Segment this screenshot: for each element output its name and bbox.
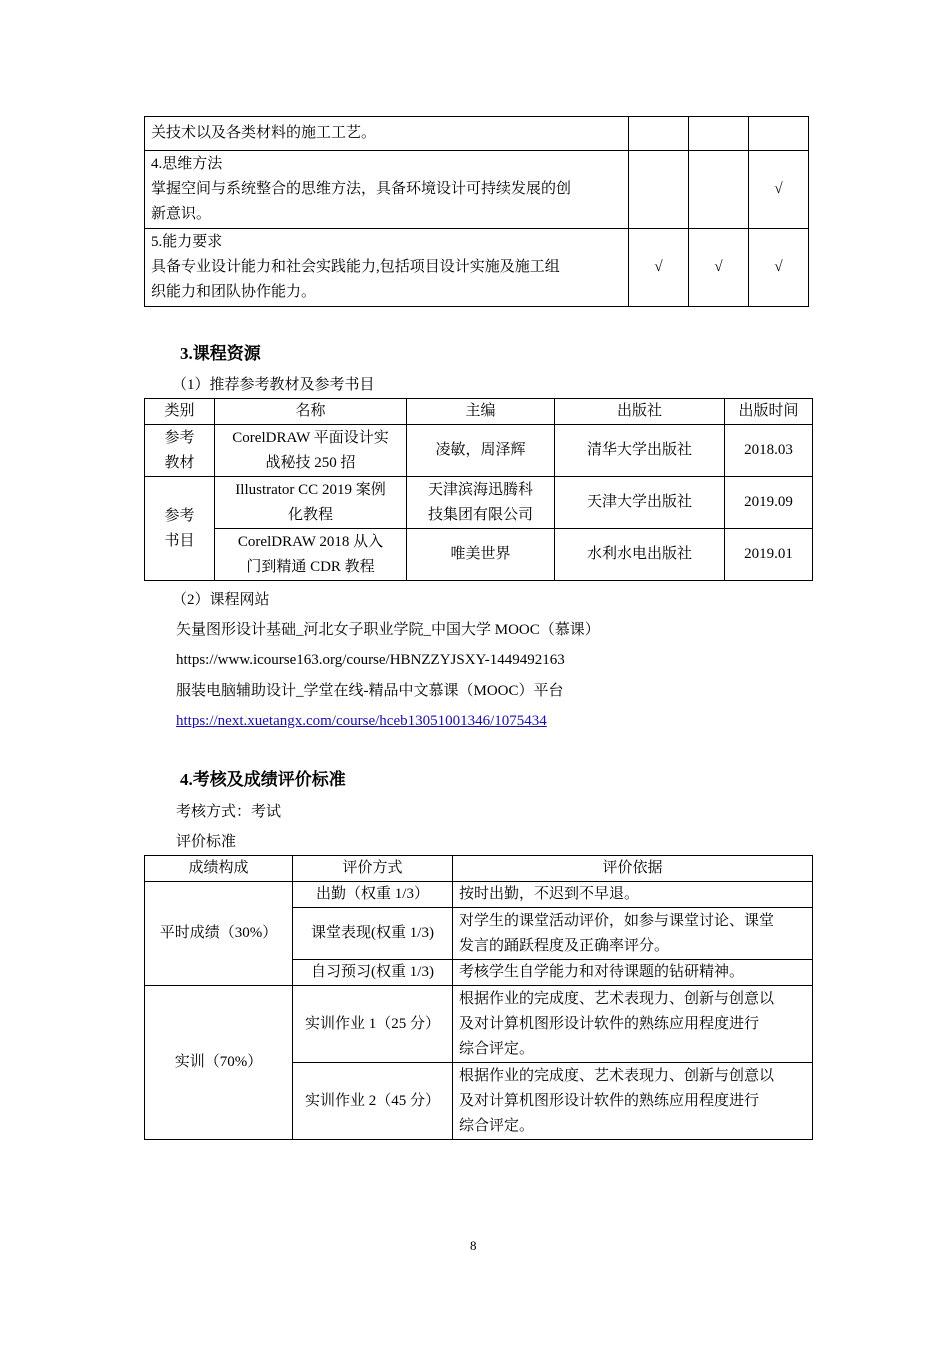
book-name: CorelDRAW 平面设计实 战秘技 250 招	[215, 425, 407, 477]
check-cell: √	[749, 151, 809, 229]
competency-table	[144, 116, 809, 307]
eval-basis: 考核学生自学能力和对待课题的钻研精神。	[453, 960, 813, 986]
check-cell: √	[629, 229, 689, 307]
category-cell: 参考 书目	[145, 477, 215, 581]
column-header: 出版时间	[725, 399, 813, 425]
competency-text: 5.能力要求 具备专业设计能力和社会实践能力,包括项目设计实施及施工组 织能力和团队协作能力。	[145, 229, 629, 307]
date-cell: 2018.03	[725, 425, 813, 477]
check-cell	[689, 117, 749, 151]
site-url: https://www.icourse163.org/course/HBNZZYJSXY-1449492163	[176, 652, 565, 668]
competency-row	[145, 151, 809, 229]
eval-basis: 按时出勤，不迟到不早退。	[453, 882, 813, 908]
section-heading: 4.考核及成绩评价标准	[180, 770, 346, 789]
check-cell	[629, 117, 689, 151]
publisher-cell: 水利水电出版社	[555, 529, 725, 581]
publisher-cell: 天津大学出版社	[555, 477, 725, 529]
date-cell: 2019.09	[725, 477, 813, 529]
eval-basis: 根据作业的完成度、艺术表现力、创新与创意以 及对计算机图形设计软件的熟练应用程度进行 综合评定。	[453, 986, 813, 1063]
publisher-cell: 清华大学出版社	[555, 425, 725, 477]
books-table	[144, 398, 813, 581]
competency-text: 关技术以及各类材料的施工工艺。	[145, 117, 629, 151]
eval-method: 出勤（权重 1/3）	[293, 882, 453, 908]
column-header: 成绩构成	[145, 856, 293, 882]
eval-basis: 对学生的课堂活动评价，如参与课堂讨论、课堂 发言的踊跃程度及正确率评分。	[453, 908, 813, 960]
book-name: Illustrator CC 2019 案例 化教程	[215, 477, 407, 529]
date-cell: 2019.01	[725, 529, 813, 581]
standard-label: 评价标准	[176, 834, 237, 850]
editor-cell: 天津滨海迅腾科 技集团有限公司	[407, 477, 555, 529]
eval-method: 课堂表现(权重 1/3)	[293, 908, 453, 960]
competency-row	[145, 229, 809, 307]
eval-basis: 根据作业的完成度、艺术表现力、创新与创意以 及对计算机图形设计软件的熟练应用程度进行 综合评定。	[453, 1063, 813, 1140]
page-number: 8	[470, 1238, 477, 1253]
category-cell: 参考 教材	[145, 425, 215, 477]
exam-method: 考核方式：考试	[176, 804, 282, 820]
editor-cell: 凌敏，周泽辉	[407, 425, 555, 477]
eval-method: 自习预习(权重 1/3)	[293, 960, 453, 986]
site-title: 矢量图形设计基础_河北女子职业学院_中国大学 MOOC（慕课）	[176, 622, 600, 638]
column-header: 评价方式	[293, 856, 453, 882]
subheading: （2）课程网站	[172, 592, 270, 608]
grade-group: 平时成绩（30%）	[145, 882, 293, 986]
check-cell	[749, 117, 809, 151]
section-heading: 3.课程资源	[180, 344, 261, 363]
site-title: 服装电脑辅助设计_学堂在线-精品中文慕课（MOOC）平台	[176, 683, 564, 699]
editor-cell: 唯美世界	[407, 529, 555, 581]
site-link[interactable]: https://next.xuetangx.com/course/hceb13051001346/1075434	[176, 713, 547, 729]
column-header: 主编	[407, 399, 555, 425]
table-header-row	[145, 399, 813, 425]
check-cell: √	[749, 229, 809, 307]
column-header: 类别	[145, 399, 215, 425]
table-row	[145, 986, 813, 1063]
book-name: CorelDRAW 2018 从入 门到精通 CDR 教程	[215, 529, 407, 581]
check-cell: √	[689, 229, 749, 307]
grade-group: 实训（70%）	[145, 986, 293, 1140]
table-row	[145, 425, 813, 477]
eval-method: 实训作业 1（25 分）	[293, 986, 453, 1063]
grading-table	[144, 855, 813, 1140]
subheading: （1）推荐参考教材及参考书目	[172, 377, 375, 393]
competency-text: 4.思维方法 掌握空间与系统整合的思维方法，具备环境设计可持续发展的创 新意识。	[145, 151, 629, 229]
column-header: 名称	[215, 399, 407, 425]
table-row	[145, 477, 813, 529]
table-row	[145, 882, 813, 908]
table-row	[145, 529, 813, 581]
check-cell	[629, 151, 689, 229]
eval-method: 实训作业 2（45 分）	[293, 1063, 453, 1140]
table-header-row	[145, 856, 813, 882]
check-cell	[689, 151, 749, 229]
column-header: 评价依据	[453, 856, 813, 882]
column-header: 出版社	[555, 399, 725, 425]
competency-row	[145, 117, 809, 151]
